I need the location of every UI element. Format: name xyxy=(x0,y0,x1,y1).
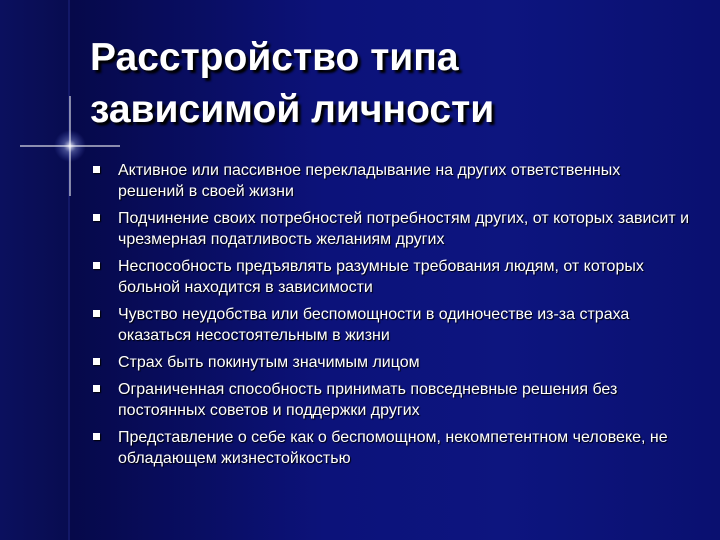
square-bullet-icon xyxy=(93,358,100,365)
left-decor-band xyxy=(0,0,70,540)
slide-title: Расстройство типа зависимой личности xyxy=(90,36,495,131)
list-item xyxy=(90,352,690,373)
square-bullet-icon xyxy=(93,433,100,440)
square-bullet-icon xyxy=(93,262,100,269)
bullet-list xyxy=(90,160,690,475)
bullet-text: Страх быть покинутым значимым лицом xyxy=(118,354,420,371)
bullet-text: Ограниченная способность принимать повседневные решения без постоянных советов и поддержки других xyxy=(118,381,618,419)
bullet-text: Представление о себе как о беспомощном, некомпетентном человеке, не обладающем жизнестойкостью xyxy=(118,429,668,467)
list-item xyxy=(90,256,690,298)
bullet-text: Чувство неудобства или беспомощности в одиночестве из-за страха оказаться несостоятельным в жизни xyxy=(118,306,630,344)
bullet-text: Неспособность предъявлять разумные требования людям, от которых больной находится в зависимости xyxy=(118,258,644,296)
square-bullet-icon xyxy=(93,310,100,317)
square-bullet-icon xyxy=(93,385,100,392)
list-item xyxy=(90,304,690,346)
square-bullet-icon xyxy=(93,166,100,173)
list-item xyxy=(90,160,690,202)
square-bullet-icon xyxy=(93,214,100,221)
bullet-text: Активное или пассивное перекладывание на других ответственных решений в своей жизни xyxy=(118,162,621,200)
bullet-text: Подчинение своих потребностей потребностям других, от которых зависит и чрезмерная податливость желаниям других xyxy=(118,210,690,248)
list-item xyxy=(90,427,690,469)
list-item xyxy=(90,208,690,250)
list-item xyxy=(90,379,690,421)
